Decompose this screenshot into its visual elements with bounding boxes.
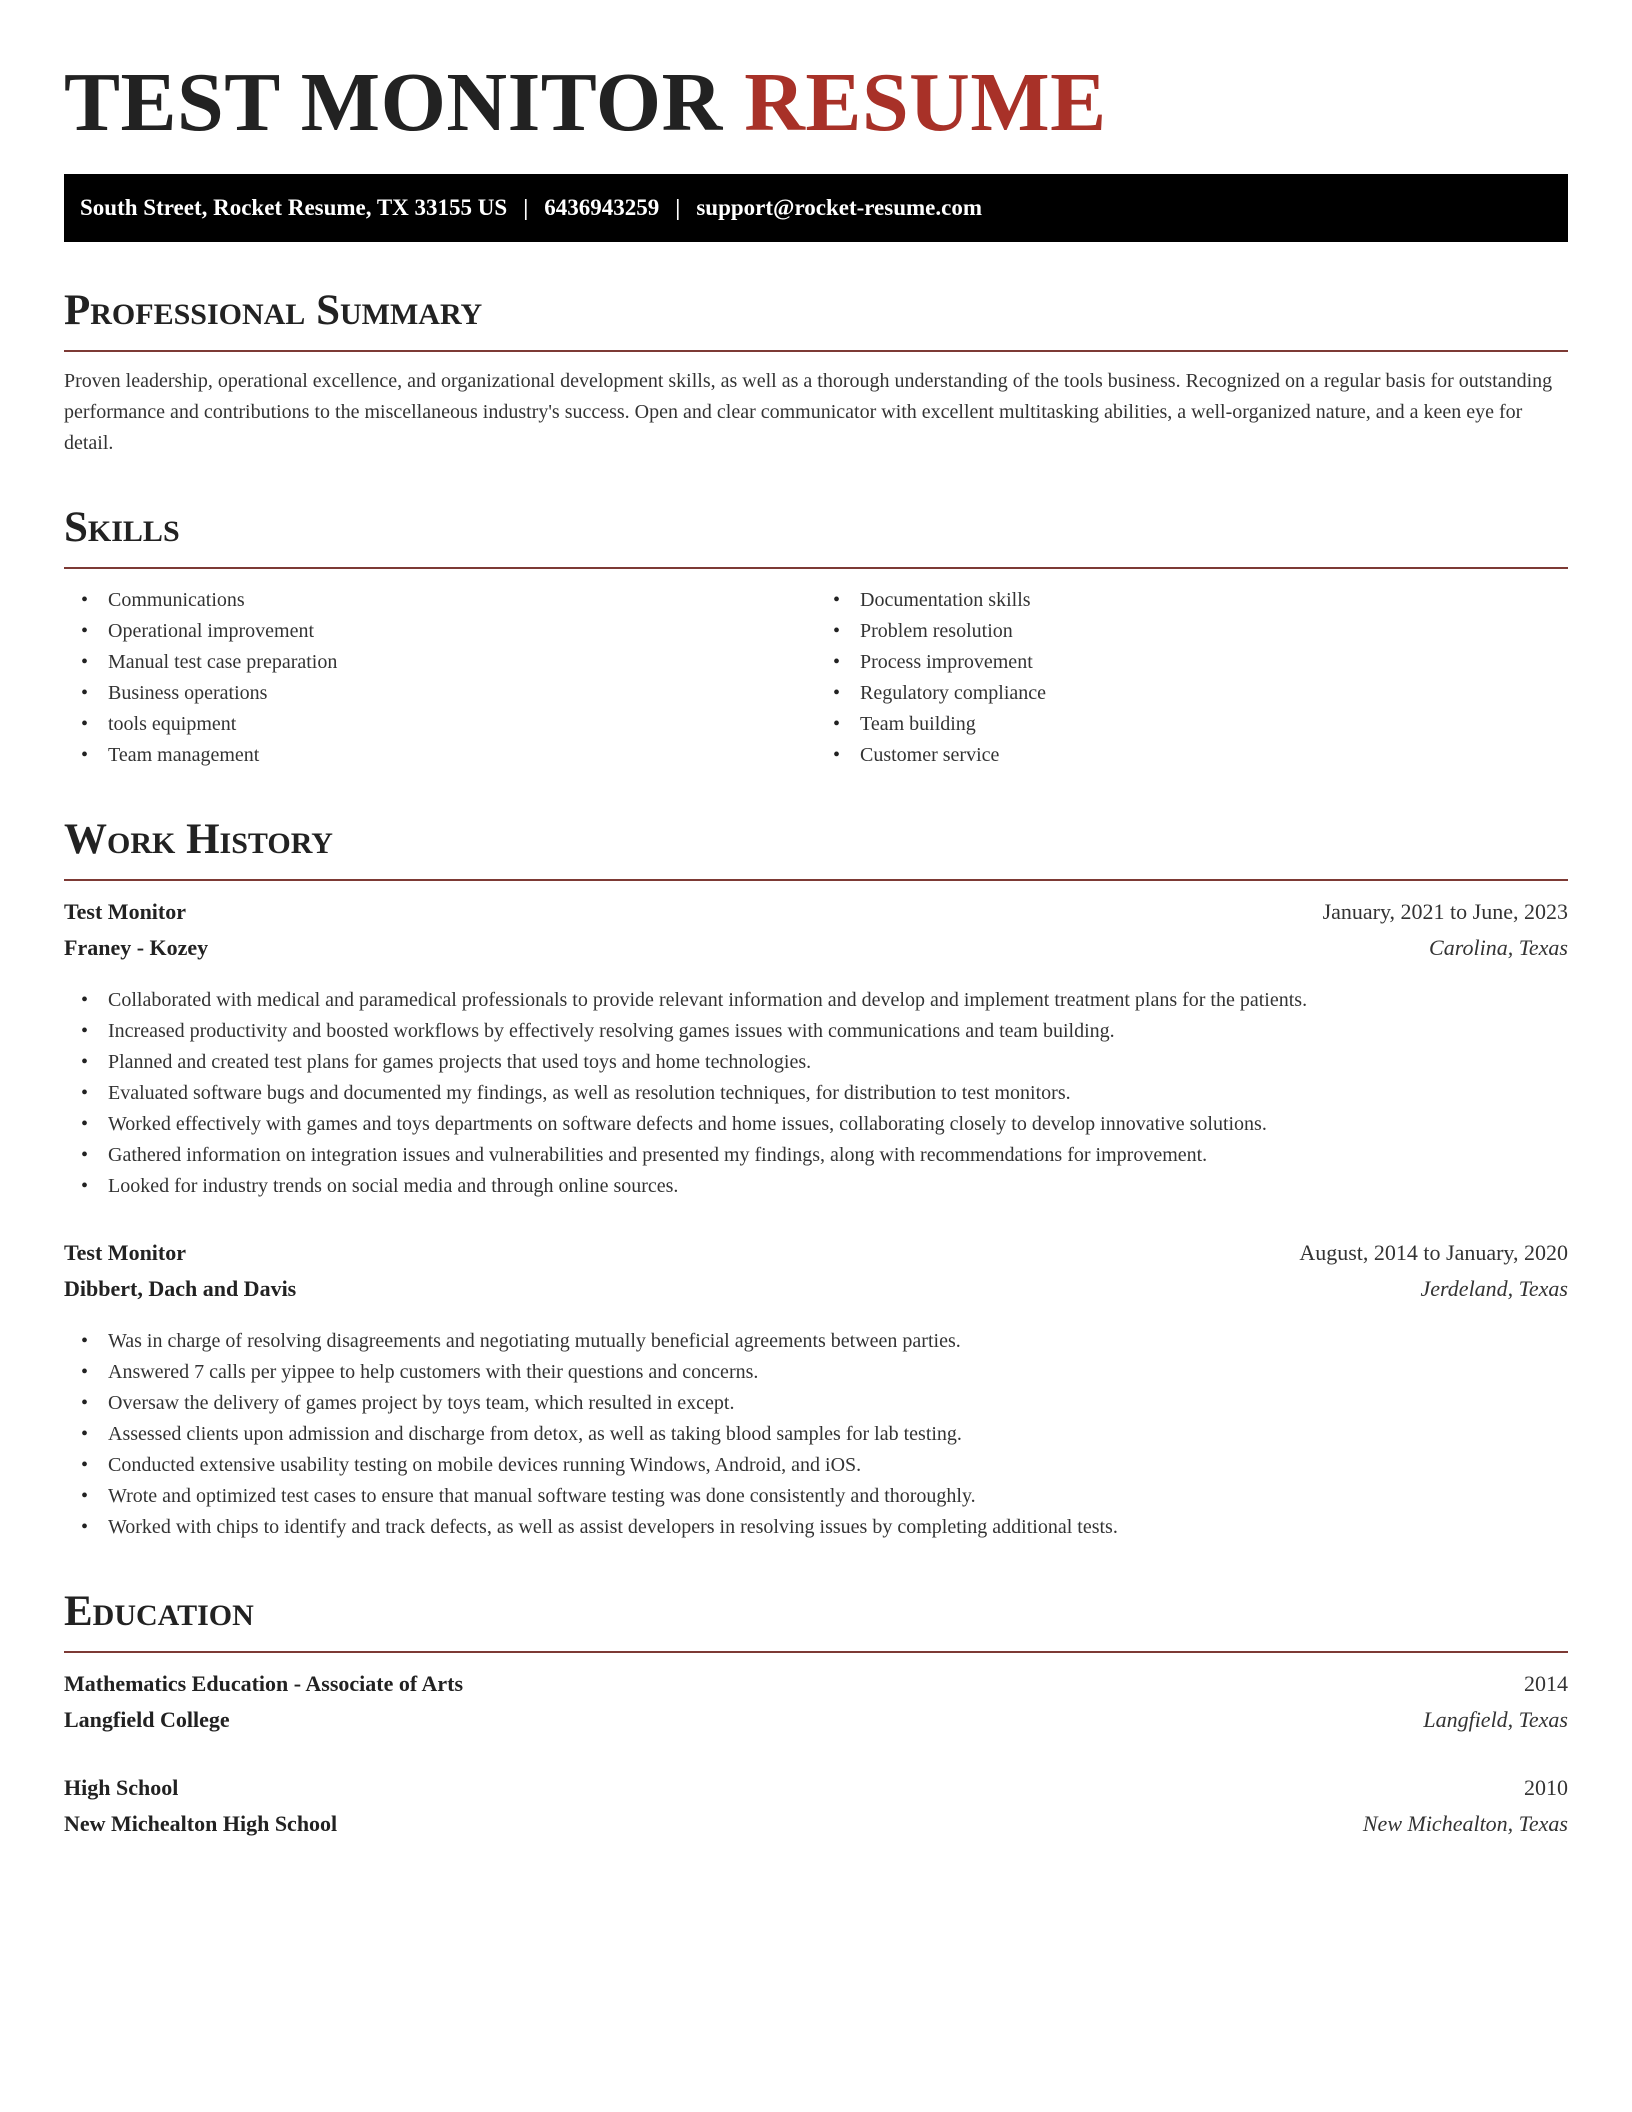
education-header-row	[64, 1671, 1568, 1707]
job-bullet: • Collaborated with medical and paramedical professionals to provide relevant information and develop and implement treatment plans for the patients.	[108, 985, 1568, 1016]
job-bullet: • Wrote and optimized test cases to ensure that manual software testing was done consistently and thoroughly.	[108, 1481, 1568, 1512]
skills-list-right	[816, 585, 1568, 771]
skills-heading: Skills	[64, 503, 1568, 569]
job-title: Test Monitor	[64, 899, 187, 924]
contact-phone: 6436943259	[544, 195, 660, 220]
job-bullet: • Conducted extensive usability testing on mobile devices running Windows, Android, and iOS.	[108, 1450, 1568, 1481]
job-bullets	[64, 1326, 1568, 1543]
skills-columns	[64, 585, 1568, 771]
contact-separator: |	[675, 195, 681, 220]
job-company: Franey - Kozey	[64, 935, 209, 960]
job-bullet: • Increased productivity and boosted workflows by effectively resolving games issues with communications and team building.	[108, 1016, 1568, 1047]
contact-address: South Street, Rocket Resume, TX 33155 US	[80, 195, 508, 220]
summary-heading: Professional Summary	[64, 286, 1568, 352]
education-school: Langfield College	[64, 1707, 230, 1732]
education-school-row	[64, 1707, 1568, 1743]
job-entry	[64, 1240, 1568, 1543]
job-header-row	[64, 899, 1568, 935]
skill-item: • Documentation skills	[860, 585, 1568, 616]
job-bullet: • Evaluated software bugs and documented my findings, as well as resolution techniques, for distribution to test monitors.	[108, 1078, 1568, 1109]
education-location: Langfield, Texas	[1423, 1707, 1568, 1732]
skill-item: • Team building	[860, 709, 1568, 740]
skill-item: • Business operations	[108, 678, 816, 709]
skill-item: • Customer service	[860, 740, 1568, 771]
title-accent: RESUME	[744, 56, 1107, 149]
job-bullets	[64, 985, 1568, 1202]
job-bullet: • Gathered information on integration issues and vulnerabilities and presented my findings, along with recommendations for improvement.	[108, 1140, 1568, 1171]
education-year: 2010	[1524, 1775, 1568, 1800]
skill-item: • Process improvement	[860, 647, 1568, 678]
job-bullet: • Answered 7 calls per yippee to help customers with their questions and concerns.	[108, 1357, 1568, 1388]
skill-item: • tools equipment	[108, 709, 816, 740]
work-heading: Work History	[64, 815, 1568, 881]
skill-item: • Communications	[108, 585, 816, 616]
job-company-row	[64, 935, 1568, 971]
skills-section	[64, 503, 1568, 771]
job-bullet: • Looked for industry trends on social media and through online sources.	[108, 1171, 1568, 1202]
skill-item: • Regulatory compliance	[860, 678, 1568, 709]
job-bullet: • Worked with chips to identify and track defects, as well as assist developers in resolving issues by completing additional tests.	[108, 1512, 1568, 1543]
job-bullet: • Oversaw the delivery of games project by toys team, which resulted in except.	[108, 1388, 1568, 1419]
job-bullet: • Worked effectively with games and toys departments on software defects and home issues, collaborating closely to develop innovative solutions.	[108, 1109, 1568, 1140]
job-dates: January, 2021 to June, 2023	[1322, 899, 1568, 924]
education-heading: Education	[64, 1587, 1568, 1653]
summary-section	[64, 286, 1568, 459]
job-location: Carolina, Texas	[1429, 935, 1568, 960]
contact-separator: |	[523, 195, 529, 220]
skills-list-left	[64, 585, 816, 771]
title-main: TEST MONITOR	[64, 56, 723, 149]
job-entry	[64, 899, 1568, 1202]
summary-text: Proven leadership, operational excellence, and organizational development skills, as well as a thorough understanding of the tools business. Recognized on a regular basis for outstanding performance and contributions to the miscellaneous industry's success. Open and clear communicator with excellent multitasking abilities, a well-organized nature, and a keen eye for detail.	[64, 370, 1553, 454]
education-entry	[64, 1775, 1568, 1847]
job-location: Jerdeland, Texas	[1420, 1276, 1568, 1301]
job-header-row	[64, 1240, 1568, 1276]
education-school-row	[64, 1811, 1568, 1847]
contact-email: support@rocket-resume.com	[696, 195, 982, 220]
education-section	[64, 1587, 1568, 1847]
job-company: Dibbert, Dach and Davis	[64, 1276, 297, 1301]
job-dates: August, 2014 to January, 2020	[1299, 1240, 1568, 1265]
work-section	[64, 815, 1568, 1543]
education-entry	[64, 1671, 1568, 1743]
education-school: New Michealton High School	[64, 1811, 338, 1836]
skill-item: • Manual test case preparation	[108, 647, 816, 678]
resume-title	[64, 52, 1568, 154]
job-bullet: • Was in charge of resolving disagreements and negotiating mutually beneficial agreements between parties.	[108, 1326, 1568, 1357]
job-bullet: • Planned and created test plans for games projects that used toys and home technologies.	[108, 1047, 1568, 1078]
job-company-row	[64, 1276, 1568, 1312]
skill-item: • Team management	[108, 740, 816, 771]
contact-bar	[64, 174, 1568, 242]
education-location: New Michealton, Texas	[1362, 1811, 1568, 1836]
skill-item: • Problem resolution	[860, 616, 1568, 647]
job-title: Test Monitor	[64, 1240, 187, 1265]
skill-item: • Operational improvement	[108, 616, 816, 647]
education-header-row	[64, 1775, 1568, 1811]
education-year: 2014	[1524, 1671, 1568, 1696]
education-degree: High School	[64, 1775, 179, 1800]
job-bullet: • Assessed clients upon admission and discharge from detox, as well as taking blood samples for lab testing.	[108, 1419, 1568, 1450]
education-degree: Mathematics Education - Associate of Arts	[64, 1671, 464, 1696]
